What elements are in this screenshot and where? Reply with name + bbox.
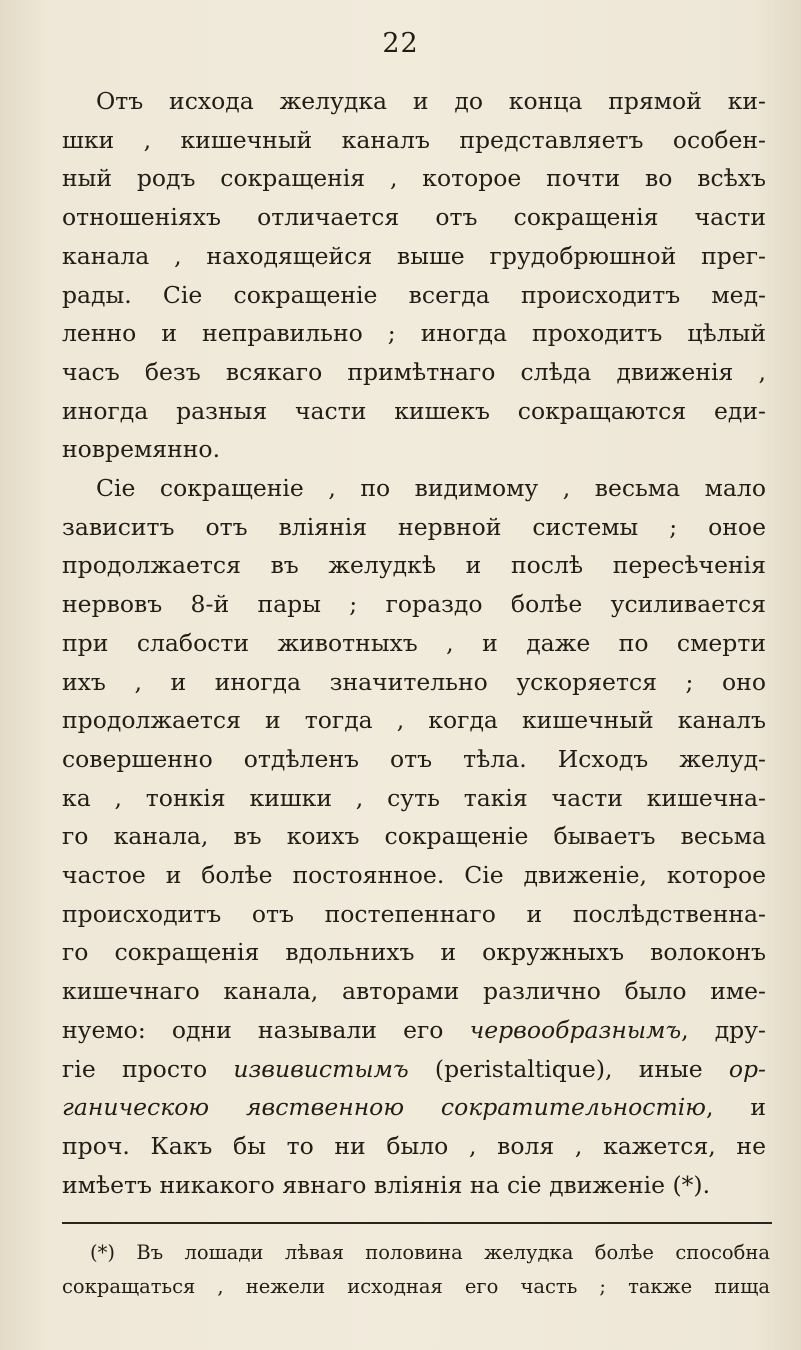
text-line (62, 1088, 766, 1127)
text-segment: , дру- (681, 1015, 766, 1044)
text-line: ный родъ сокращенія , которое почти во всѣхъ (62, 164, 766, 193)
text-segment: (peristaltique), иные (408, 1054, 729, 1083)
text-line: частое и болѣе постоянное. Сіе движеніе, которое (62, 861, 766, 890)
text-line: отношеніяхъ отличается отъ сокращенія части (62, 203, 766, 232)
text-line (62, 1011, 766, 1050)
page-number: 22 (382, 28, 419, 59)
body-text (62, 82, 766, 1204)
text-line: часъ безъ всякаго примѣтнаго слѣда движенія , (62, 357, 766, 386)
text-line: канала , находящейся выше грудобрюшной прег- (62, 241, 766, 270)
text-line: зависитъ отъ вліянія нервной системы ; оное (62, 512, 766, 541)
footnote-divider (62, 1222, 772, 1224)
text-line: Отъ исхода желудка и до конца прямой ки- (96, 87, 766, 115)
text-line: кишечнаго канала, авторами различно было име- (62, 977, 766, 1006)
text-line: имѣетъ никакого явнаго вліянія на сіе движеніе (*). (62, 1170, 711, 1199)
italic-term: ганическою явственною сократительностію (62, 1093, 706, 1122)
text-segment: нуемо: одни называли его (62, 1015, 470, 1044)
text-line: продолжается и тогда , когда кишечный каналъ (62, 706, 766, 735)
text-segment: гіе просто (62, 1054, 234, 1083)
text-line: совершенно отдѣленъ отъ тѣла. Исходъ желуд- (62, 744, 766, 773)
text-line: проч. Какъ бы то ни было , воля , кажется, не (62, 1131, 766, 1160)
text-line: ленно и неправильно ; иногда проходитъ цѣлый (62, 319, 766, 348)
italic-term: ор- (728, 1054, 766, 1083)
text-line: го сокращенія вдольнихъ и окружныхъ волоконъ (62, 938, 766, 967)
text-line: ка , тонкія кишки , суть такія части кишечна- (62, 783, 766, 812)
footnote (62, 1236, 770, 1304)
text-line: шки , кишечный каналъ представляетъ особен- (62, 125, 766, 154)
text-line: новремянно. (62, 435, 221, 464)
text-line: происходитъ отъ постепеннаго и послѣдственна- (62, 899, 766, 928)
text-line: сокращаться , нежели исходная его часть ; также пища (62, 1275, 770, 1298)
text-line: нервовъ 8-й пары ; гораздо болѣе усиливается (62, 590, 766, 619)
text-line: (*) Въ лошади лѣвая половина желудка болѣе способна (90, 1241, 770, 1264)
text-segment: , и (705, 1093, 766, 1122)
text-line: го канала, въ коихъ сокращеніе бываетъ весьма (62, 822, 766, 851)
text-line: иногда разныя части кишекъ сокращаются еди- (62, 396, 766, 425)
text-line: продолжается въ желудкѣ и послѣ пересѣченія (62, 551, 766, 580)
italic-term: извивистымъ (233, 1054, 409, 1083)
text-line: Сіе сокращеніе , по видимому , весьма мало (96, 474, 766, 503)
text-line (62, 1050, 766, 1089)
text-line: при слабости животныхъ , и даже по смерти (62, 628, 766, 657)
text-line: ихъ , и иногда значительно ускоряется ; оно (62, 667, 766, 696)
text-line: рады. Сіе сокращеніе всегда происходитъ мед- (62, 280, 766, 309)
italic-term: червообразнымъ (469, 1015, 682, 1044)
